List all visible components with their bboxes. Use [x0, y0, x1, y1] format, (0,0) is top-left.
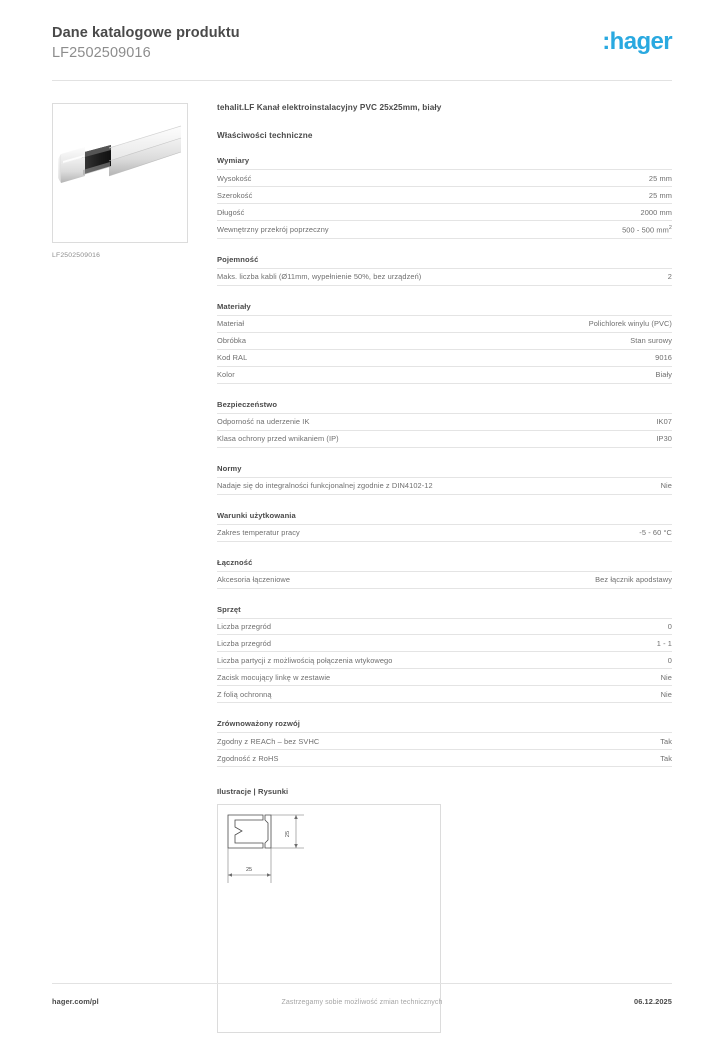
spec-row [217, 524, 672, 542]
spec-row [217, 618, 672, 635]
spec-row [217, 571, 672, 589]
spec-rows [217, 315, 672, 384]
page-header [52, 0, 672, 62]
page-content [52, 81, 672, 1033]
spec-group [217, 255, 672, 286]
spec-label: Zakres temperatur pracy [217, 528, 300, 538]
spec-row [217, 268, 672, 286]
footer-website[interactable]: hager.com/pl [52, 997, 99, 1006]
spec-row [217, 668, 672, 685]
spec-group-title: Warunki użytkowania [217, 510, 296, 520]
spec-group [217, 464, 672, 495]
spec-value: Stan surowy [630, 336, 672, 346]
spec-group [217, 558, 672, 589]
spec-row [217, 477, 672, 495]
footer-disclaimer: Zastrzegamy sobie możliwość zmian technicznych [281, 999, 443, 1006]
spec-rows [217, 477, 672, 495]
spec-row [217, 749, 672, 767]
spec-label: Kolor [217, 370, 235, 380]
spec-label: Odporność na uderzenie IK [217, 417, 310, 427]
spec-value: Tak [660, 754, 672, 763]
spec-label: Materiał [217, 319, 245, 329]
specifications-column [196, 103, 672, 1033]
spec-rows [217, 524, 672, 542]
spec-group-title: Wymiary [217, 156, 250, 166]
spec-rows [217, 268, 672, 286]
spec-label: Liczba partycji z możliwością połączenia wtykowego [217, 656, 393, 666]
spec-row [217, 315, 672, 332]
spec-value: Nie [660, 690, 672, 700]
product-image-column [52, 103, 196, 259]
drawing-height-label: 25 [285, 831, 291, 838]
product-photo-caption: LF2502509016 [52, 252, 101, 260]
spec-value: 2000 mm [640, 207, 672, 217]
spec-row [217, 220, 672, 238]
spec-label: Wysokość [217, 173, 252, 183]
spec-value: 9016 [655, 353, 672, 363]
technical-properties-title: Właściwości techniczne [217, 131, 313, 141]
product-photo-image [53, 104, 187, 242]
spec-rows [217, 732, 672, 767]
spec-value: 500 - 500 $mm^2$ [622, 224, 672, 235]
page-footer [52, 983, 672, 1006]
spec-group-title: Bezpieczeństwo [217, 399, 278, 409]
spec-value: Bez łącznik apodstawy [595, 575, 672, 585]
product-name: tehalit.LF Kanał elektroinstalacyjny PVC 25x25mm, biały [217, 103, 442, 113]
drawing-width-label: 25 [245, 867, 253, 874]
spec-row [217, 634, 672, 651]
product-reference: LF2502509016 [52, 45, 151, 62]
spec-row [217, 732, 672, 749]
spec-label: Szerokość [217, 190, 253, 200]
spec-group [217, 511, 672, 542]
spec-value: Polichlorek winylu (PVC) [588, 319, 672, 329]
spec-label: Długość [217, 207, 245, 217]
spec-row [217, 169, 672, 186]
spec-label: Maks. liczba kabli (Ø11mm, wypełnienie 50%, bez urządzeń) [217, 272, 422, 282]
spec-label: Liczba przegród [217, 622, 272, 632]
spec-rows [217, 413, 672, 448]
spec-label: Wewnętrzny przekrój poprzeczny [217, 225, 329, 235]
spec-group-title: Sprzęt [217, 604, 241, 614]
illustrations-title: Ilustracje | Rysunki [217, 787, 289, 797]
spec-value: IP30 [656, 434, 672, 444]
spec-group-title: Pojemność [217, 254, 259, 264]
spec-label: Akcesoria łączeniowe [217, 575, 291, 585]
spec-label: Zgodność z RoHS [217, 754, 279, 763]
spec-group [217, 156, 672, 238]
spec-row [217, 332, 672, 349]
hager-logo: :hager [602, 28, 672, 55]
spec-label: Nadaje się do integralności funkcjonalnej zgodnie z DIN4102-12 [217, 481, 433, 491]
spec-rows [217, 618, 672, 704]
spec-row [217, 651, 672, 668]
spec-label: Kod RAL [217, 353, 248, 363]
spec-label: Klasa ochrony przed wnikaniem (IP) [217, 434, 339, 444]
page-title: Dane katalogowe produktu [52, 25, 240, 41]
spec-row [217, 366, 672, 384]
spec-row [217, 430, 672, 448]
spec-value: 25 mm [648, 173, 672, 183]
spec-row [217, 349, 672, 366]
spec-rows [217, 571, 672, 589]
product-photo [52, 103, 188, 243]
spec-value: 0 [667, 656, 672, 666]
spec-value: -5 - 60 °C [639, 528, 672, 538]
spec-group [217, 302, 672, 384]
spec-group-title: Łączność [217, 557, 253, 567]
spec-value: Biały [655, 370, 672, 380]
spec-value: 0 [667, 622, 672, 632]
spec-label: Zgodny z REACh – bez SVHC [217, 737, 320, 747]
header-titles [52, 24, 240, 62]
spec-row [217, 186, 672, 203]
spec-row [217, 203, 672, 220]
spec-group [217, 719, 672, 767]
spec-value: 2 [667, 272, 672, 282]
spec-row [217, 413, 672, 430]
spec-group [217, 400, 672, 448]
footer-date: 06.12.2025 [633, 997, 672, 1006]
spec-group-title: Zrównoważony rozwój [217, 719, 300, 729]
spec-row [217, 685, 672, 703]
spec-group [217, 605, 672, 704]
spec-groups [217, 156, 672, 767]
spec-label: Zacisk mocujący linkę w zestawie [217, 673, 331, 683]
spec-label: Z folią ochronną [217, 690, 272, 700]
spec-label: Liczba przegród [217, 639, 272, 649]
spec-value: IK07 [656, 417, 672, 427]
spec-value: Nie [660, 673, 672, 683]
spec-value: Tak [660, 737, 672, 747]
spec-group-title: Materiały [217, 301, 251, 311]
spec-rows [217, 169, 672, 238]
spec-value: 25 mm [648, 190, 672, 200]
spec-label: Obróbka [217, 336, 247, 346]
spec-value: 1 - 1 [656, 639, 672, 649]
spec-value: Nie [660, 481, 672, 491]
spec-group-title: Normy [217, 463, 242, 473]
